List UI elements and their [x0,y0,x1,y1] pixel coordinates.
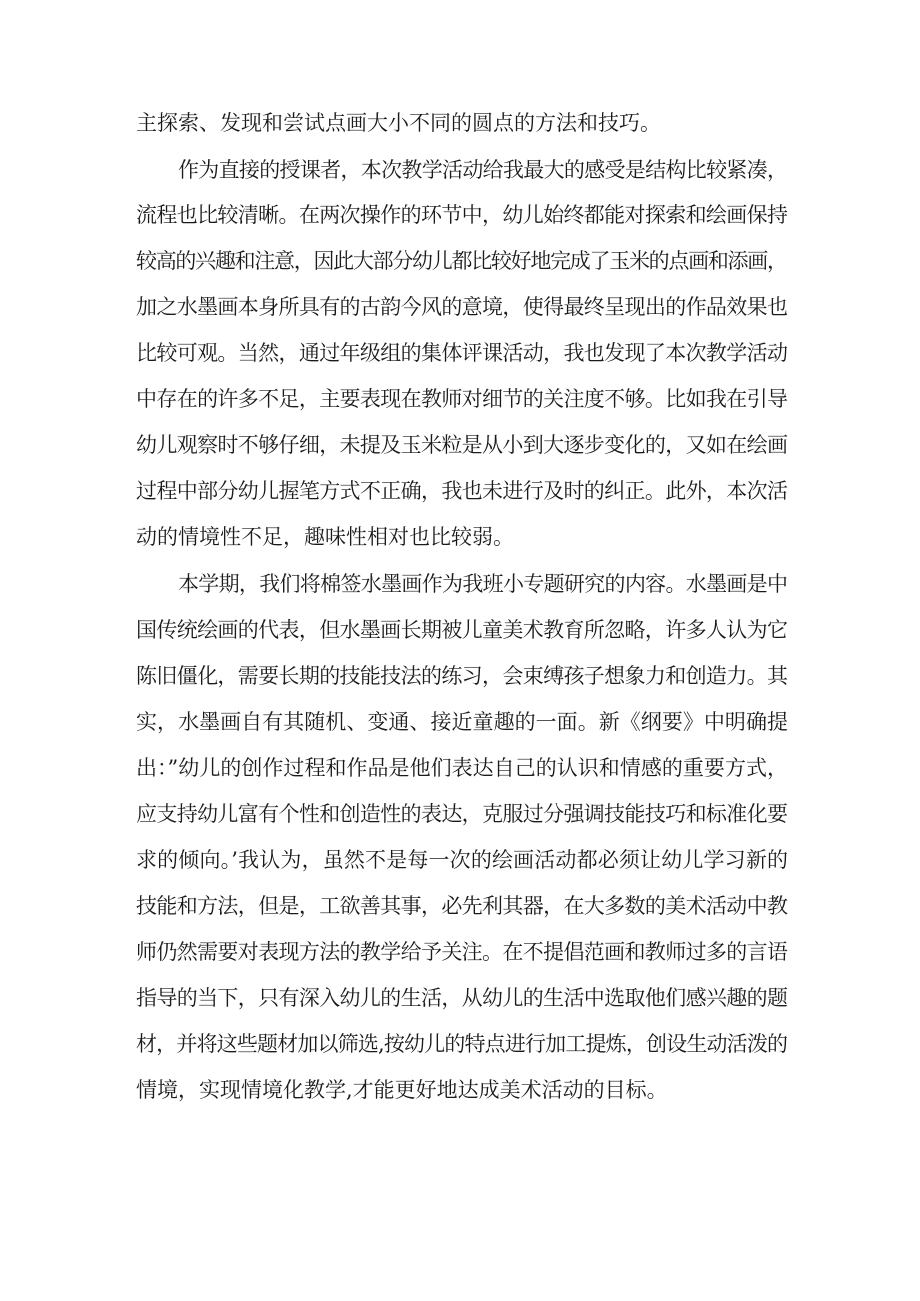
paragraph-3-line-8: 技能和方法，但是，工欲善其事，必先利其器，在大多数的美术活动中教 [136,894,788,918]
paragraph-3-line-1: 本学期，我们将棉签水墨画作为我班小专题研究的内容。水墨画是中 [178,572,788,596]
paragraph-3-line-2: 国传统绘画的代表，但水墨画长期被儿童美术教育所忽略，许多人认为它 [136,618,788,642]
paragraph-3-line-10: 指导的当下，只有深入幼儿的生活，从幼儿的生活中选取他们感兴趣的题 [136,986,788,1010]
paragraph-2-line-5: 比较可观。当然，通过年级组的集体评课活动，我也发现了本次教学活动 [136,341,788,365]
paragraph-2-line-2: 流程也比较清晰。在两次操作的环节中，幼儿始终都能对探索和绘画保持 [136,203,788,227]
paragraph-1-line-1: 主探索、发现和尝试点画大小不同的圆点的方法和技巧。 [136,111,661,135]
paragraph-3-line-12: 情境，实现情境化教学,才能更好地达成美术活动的目标。 [136,1078,668,1102]
paragraph-2-line-3: 较高的兴趣和注意，因此大部分幼儿都比较好地完成了玉米的点画和添画， [136,249,787,273]
paragraph-3-line-4: 实，水墨画自有其随机、变通、接近童趣的一面。新《纲要》中明确提 [136,710,789,734]
paragraph-2-line-8: 过程中部分幼儿握笔方式不正确，我也未进行及时的纠正。此外，本次活 [136,479,788,503]
paragraph-3-line-11: 材，并将这些题材加以筛选,按幼儿的特点进行加工提炼，创设生动活泼的 [136,1032,788,1056]
paragraph-2-line-6: 中存在的许多不足，主要表现在教师对细节的关注度不够。比如我在引导 [136,387,788,411]
paragraph-2-line-9: 动的情境性不足，趣味性相对也比较弱。 [136,525,514,549]
paragraph-2-line-1: 作为直接的授课者，本次教学活动给我最大的感受是结构比较紧凑， [178,158,788,182]
paragraph-3-line-6: 应支持幼儿富有个性和创造性的表达，克服过分强调技能技巧和标准化要 [136,802,788,826]
paragraph-2-line-4: 加之水墨画本身所具有的古韵今风的意境，使得最终呈现出的作品效果也 [136,295,788,319]
paragraph-2-line-7: 幼儿观察时不够仔细，未提及玉米粒是从小到大逐步变化的，又如在绘画 [136,433,788,457]
paragraph-3-line-7: 求的倾向。’我认为，虽然不是每一次的绘画活动都必须让幼儿学习新的 [136,848,789,872]
paragraph-3-line-9: 师仍然需要对表现方法的教学给予关注。在不提倡范画和教师过多的言语 [136,940,788,964]
paragraph-3-line-3: 陈旧僵化，需要长期的技能技法的练习，会束缚孩子想象力和创造力。其 [136,664,788,688]
paragraph-3-line-5: 出：”幼儿的创作过程和作品是他们表达自己的认识和情感的重要方式， [136,756,789,780]
